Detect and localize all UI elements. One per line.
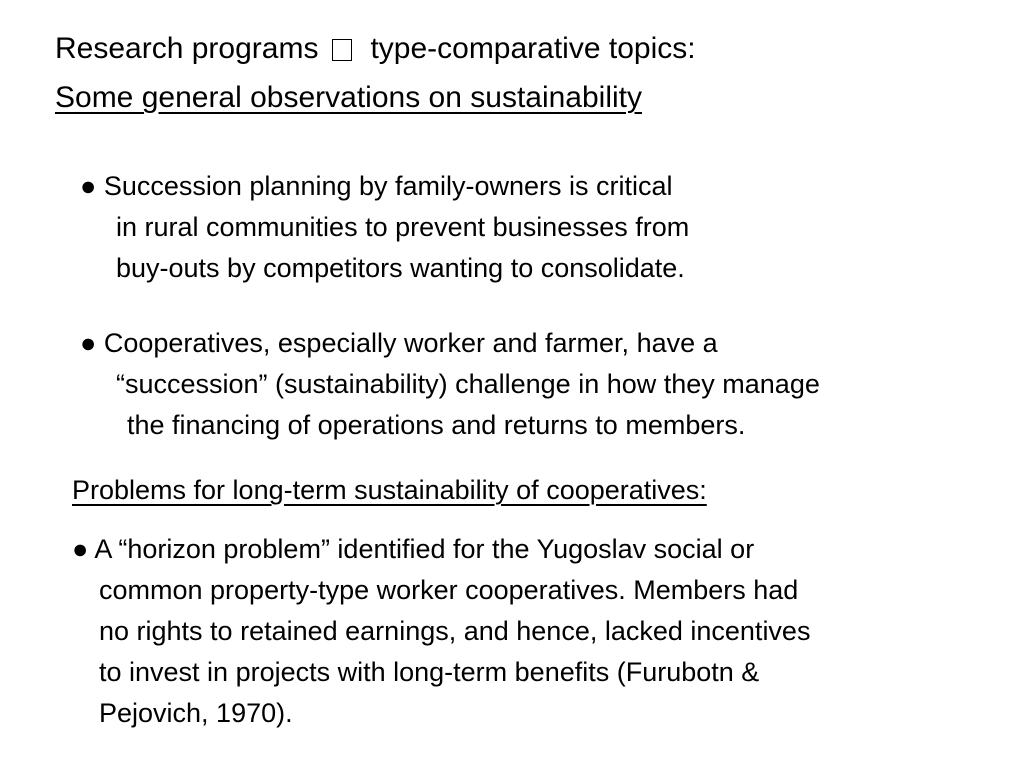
title-text-part1: Research programs bbox=[55, 32, 319, 65]
bullet-line: no rights to retained earnings, and hence, lacked incentives bbox=[99, 616, 811, 646]
bullet-succession-planning bbox=[80, 166, 689, 289]
slide-subtitle: Some general observations on sustainability bbox=[55, 81, 643, 114]
bullet-line: Pejovich, 1970). bbox=[99, 698, 293, 728]
bullet-dot-icon: ● bbox=[72, 534, 89, 564]
bullet-line: to invest in projects with long-term benefits (Furubotn & bbox=[99, 657, 760, 687]
bullet-line: the financing of operations and returns to members. bbox=[127, 410, 746, 440]
bullet-line bbox=[72, 529, 810, 570]
bullet-text: Cooperatives, especially worker and farmer, have a bbox=[103, 328, 718, 358]
missing-glyph-icon bbox=[332, 39, 352, 61]
title-line bbox=[55, 24, 696, 73]
bullet-cooperatives bbox=[80, 323, 820, 446]
bullet-text: A “horizon problem” identified for the Yugoslav social or bbox=[94, 534, 755, 564]
slide-title bbox=[55, 24, 696, 122]
bullet-line bbox=[80, 323, 820, 364]
bullet-line: in rural communities to prevent businesses from bbox=[116, 212, 690, 242]
bullet-line: buy-outs by competitors wanting to consolidate. bbox=[116, 253, 685, 283]
bullet-line: “succession” (sustainability) challenge in how they manage bbox=[116, 369, 820, 399]
bullet-dot-icon: ● bbox=[80, 171, 97, 201]
bullet-line bbox=[80, 166, 689, 207]
bullet-text: Succession planning by family-owners is critical bbox=[103, 171, 673, 201]
bullet-dot-icon: ● bbox=[80, 328, 97, 358]
title-text-part2: type-comparative topics: bbox=[370, 32, 696, 65]
bullet-horizon-problem bbox=[72, 529, 810, 734]
bullet-line: common property-type worker cooperatives. Members had bbox=[99, 575, 799, 605]
section-heading: Problems for long-term sustainability of cooperatives: bbox=[72, 475, 707, 505]
